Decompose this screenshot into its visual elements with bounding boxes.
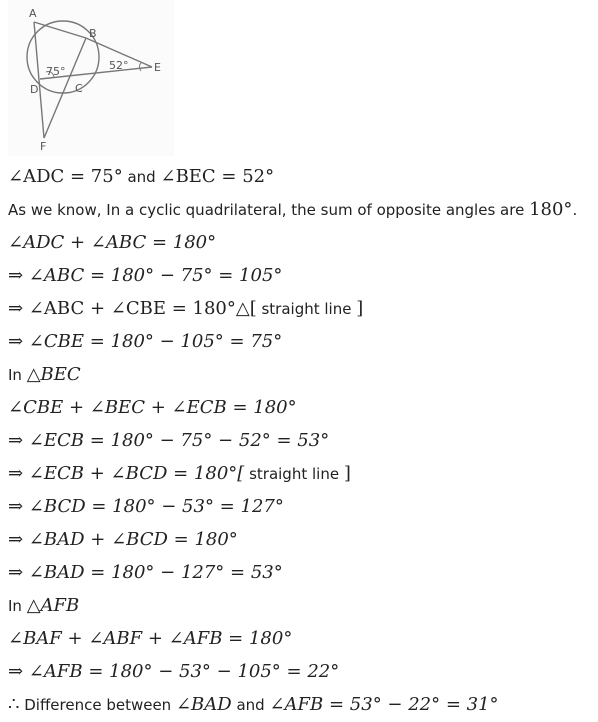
final-and: and [231,696,270,714]
step-6 [8,325,596,358]
label-c: C [75,82,83,95]
label-e: E [154,61,161,74]
step-cyclic-property [8,193,596,226]
cyclic-value: 180° [529,199,573,220]
step-11 [8,490,596,523]
step-7 [8,358,596,391]
eq-6: ⇒ ∠CBE = 180° − 105° = 75° [8,331,283,352]
eq-5-close: ] [356,298,364,319]
given-bec: ∠BEC = 52° [160,166,275,187]
eq-16: ⇒ ∠AFB = 180° − 53° − 105° = 22° [8,661,340,682]
figure-drawing [8,0,174,156]
in-text-1: In [8,366,27,384]
step-12 [8,523,596,556]
step-14 [8,589,596,622]
step-9 [8,424,596,457]
label-d: D [30,83,39,96]
label-f: F [40,140,47,153]
eq-9: ⇒ ∠ECB = 180° − 75° − 52° = 53° [8,430,330,451]
eq-5: ⇒ ∠ABC + ∠CBE = 180°△[ [8,298,257,319]
step-17 [8,688,596,721]
therefore-symbol: ∴ [8,694,20,715]
step-10 [8,457,596,490]
cyclic-text: As we know, In a cyclic quadrilateral, the sum of opposite angles are [8,201,530,219]
difference-text: Difference between [19,696,176,714]
eq-5-note: straight line [256,300,357,318]
step-given [8,160,596,193]
eq-15: ∠BAF + ∠ABF + ∠AFB = 180° [8,628,293,649]
step-3 [8,226,596,259]
eq-3: ∠ADC + ∠ABC = 180° [8,232,217,253]
final-bad: ∠BAD [175,694,232,715]
eq-13: ⇒ ∠BAD = 180° − 127° = 53° [8,562,283,583]
eq-10-close: ] [343,463,351,484]
label-a: A [29,7,37,20]
given-adc: ∠ADC = 75° [8,166,123,187]
given-and: and [122,168,161,186]
step-13 [8,556,596,589]
step-4 [8,259,596,292]
step-15 [8,622,596,655]
step-8 [8,391,596,424]
eq-11: ⇒ ∠BCD = 180° − 53° = 127° [8,496,284,517]
triangle-bec: △BEC [26,364,81,385]
eq-10-note: straight line [244,465,344,483]
in-text-2: In [8,597,27,615]
eq-12: ⇒ ∠BAD + ∠BCD = 180° [8,529,238,550]
eq-8: ∠CBE + ∠BEC + ∠ECB = 180° [8,397,297,418]
angle-arc-e [140,63,142,71]
step-5 [8,292,596,325]
solution-steps [8,160,596,721]
eq-4: ⇒ ∠ABC = 180° − 75° = 105° [8,265,283,286]
angle-label-75: 75° [46,65,66,78]
triangle-afb: △AFB [26,595,80,616]
label-b: B [89,27,97,40]
geometry-figure [8,0,174,156]
final-result: ∠AFB = 53° − 22° = 31° [269,694,499,715]
step-16 [8,655,596,688]
angle-label-52: 52° [109,59,129,72]
cyclic-period: . [572,201,578,219]
eq-10: ⇒ ∠ECB + ∠BCD = 180°[ [8,463,245,484]
